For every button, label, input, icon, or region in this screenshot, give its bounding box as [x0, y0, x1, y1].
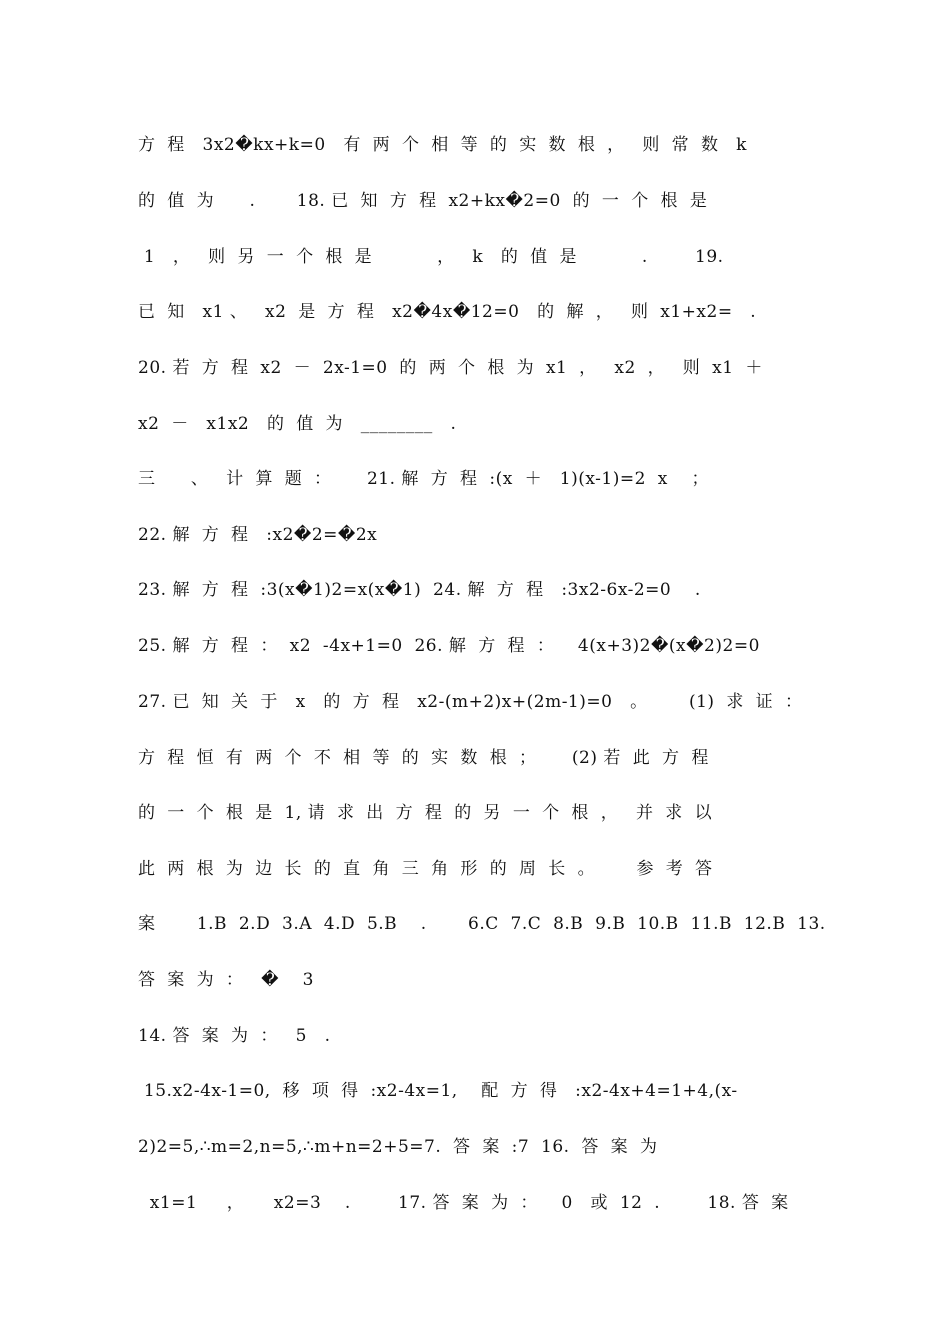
text-line-15: 案 1.B 2.D 3.A 4.D 5.B . 6.C 7.C 8.B 9.B 10.B 11.B 12.B 13. — [138, 914, 826, 934]
text-line-4: 已 知 x1 、 x2 是 方 程 x2�4x�12=0 的 解 ， 则 x1+x2= . — [138, 302, 757, 322]
text-line-11: 27. 已 知 关 于 x 的 方 程 x2-(m+2)x+(2m-1)=0 。 (1) 求 证 ： — [138, 692, 803, 712]
text-line-18: 15.x2-4x-1=0, 移 项 得 :x2-4x=1, 配 方 得 :x2-4x+4=1+4,(x- — [138, 1081, 738, 1101]
text-line-9: 23. 解 方 程 :3(x�1)2=x(x�1) 24. 解 方 程 :3x2-6x-2=0 . — [138, 580, 701, 600]
text-line-6: x2 － x1x2 的 值 为 ________ . — [138, 414, 457, 434]
text-line-20: x1=1 ， x2=3 . 17. 答 案 为 ： 0 或 12 . 18. 答 案 — [138, 1193, 789, 1213]
text-line-17: 14. 答 案 为 ： 5 . — [138, 1026, 331, 1046]
text-line-2: 的 值 为 . 18. 已 知 方 程 x2+kx�2=0 的 一 个 根 是 — [138, 191, 708, 211]
text-line-10: 25. 解 方 程 ： x2 -4x+1=0 26. 解 方 程 ： 4(x+3)2�(x�2)2=0 — [138, 636, 760, 656]
text-line-12: 方 程 恒 有 两 个 不 相 等 的 实 数 根 ； (2) 若 此 方 程 — [138, 748, 709, 768]
text-line-5: 20. 若 方 程 x2 － 2x-1=0 的 两 个 根 为 x1 ， x2 ， 则 x1 ＋ — [138, 358, 763, 378]
text-line-7: 三 、 计 算 题 ： 21. 解 方 程 :(x ＋ 1)(x-1)=2 x ； — [138, 469, 709, 489]
text-line-16: 答 案 为 ： � 3 — [138, 970, 314, 990]
text-line-1: 方 程 3x2�kx+k=0 有 两 个 相 等 的 实 数 根 ， 则 常 数 k — [138, 135, 747, 155]
text-line-8: 22. 解 方 程 :x2�2=�2x — [138, 525, 378, 545]
text-line-3: 1 ， 则 另 一 个 根 是 ， k 的 值 是 . 19. — [138, 247, 724, 267]
text-line-19: 2)2=5,∴m=2,n=5,∴m+n=2+5=7. 答 案 :7 16. 答 案 为 — [138, 1137, 658, 1157]
text-line-14: 此 两 根 为 边 长 的 直 角 三 角 形 的 周 长 。 参 考 答 — [138, 859, 713, 879]
text-line-13: 的 一 个 根 是 1, 请 求 出 方 程 的 另 一 个 根 ， 并 求 以 — [138, 803, 713, 823]
